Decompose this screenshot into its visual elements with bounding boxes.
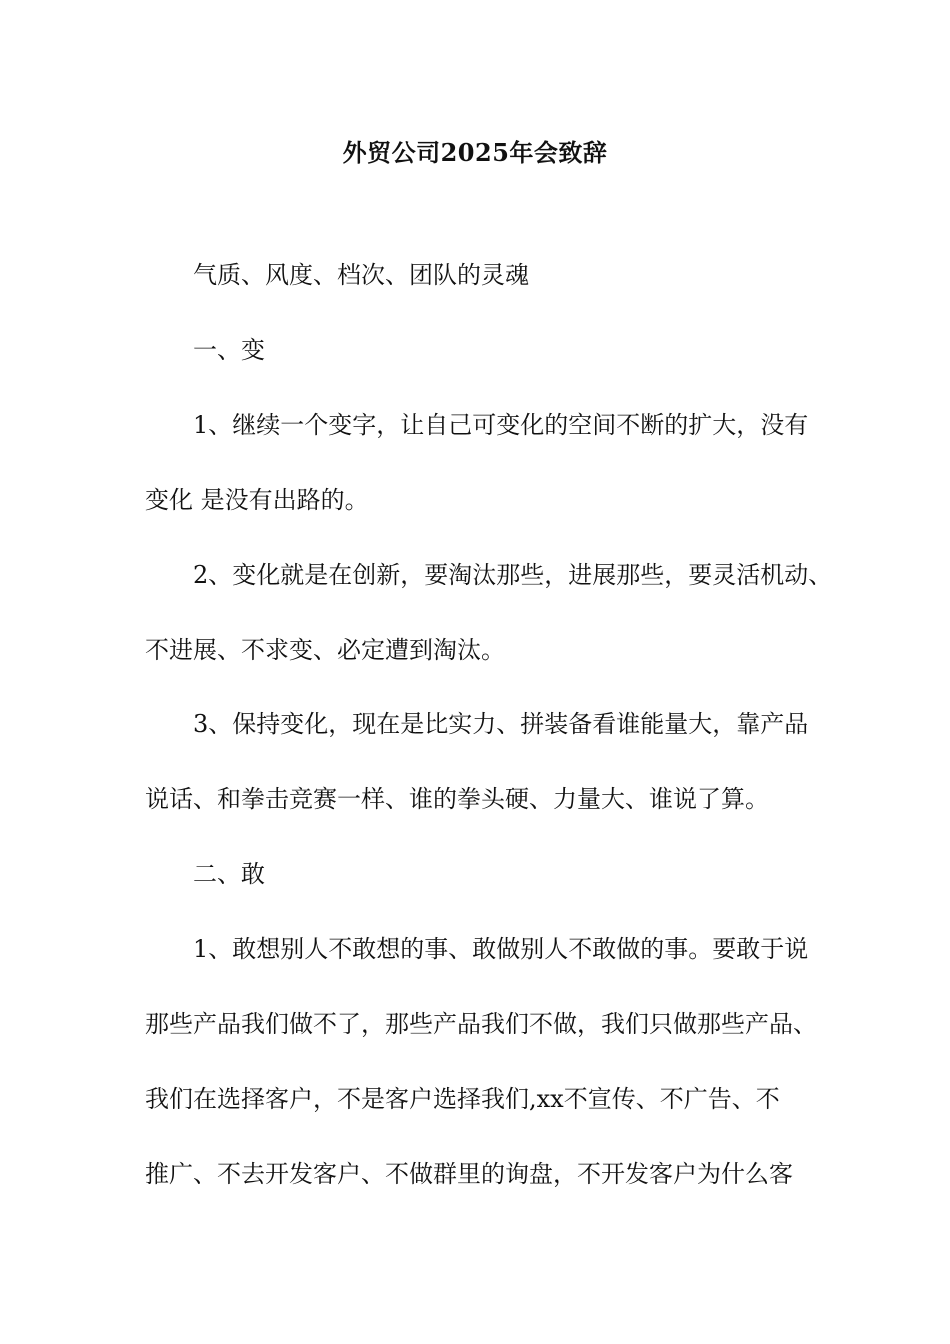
section-heading: 二、敢 (193, 860, 265, 888)
paragraph-line: 说话、和拳击竞赛一样、谁的拳头硬、力量大、谁说了算。 (145, 785, 769, 813)
paragraph-line: 我们在选择客户，不是客户选择我们,xx不宣传、不广告、不 (145, 1085, 780, 1113)
paragraph-line: 变化 是没有出路的。 (145, 486, 369, 514)
paragraph-line: 那些产品我们做不了，那些产品我们不做，我们只做那些产品、 (145, 1010, 817, 1038)
paragraph-line: 1、继续一个变字，让自己可变化的空间不断的扩大，没有 (193, 411, 809, 439)
paragraph-line: 1、敢想别人不敢想的事、敢做别人不敢做的事。要敢于说 (193, 935, 809, 963)
document-title: 外贸公司2025年会致辞 (342, 138, 608, 167)
paragraph-line: 2、变化就是在创新，要淘汰那些，进展那些，要灵活机动、 (193, 561, 833, 589)
section-heading: 一、变 (193, 336, 265, 364)
paragraph-line: 不进展、不求变、必定遭到淘汰。 (145, 636, 505, 664)
paragraph-line: 推广、不去开发客户、不做群里的询盘，不开发客户为什么客 (145, 1160, 793, 1188)
paragraph-line: 3、保持变化，现在是比实力、拼装备看谁能量大，靠产品 (193, 710, 809, 738)
paragraph-line: 气质、风度、档次、团队的灵魂 (193, 261, 529, 289)
